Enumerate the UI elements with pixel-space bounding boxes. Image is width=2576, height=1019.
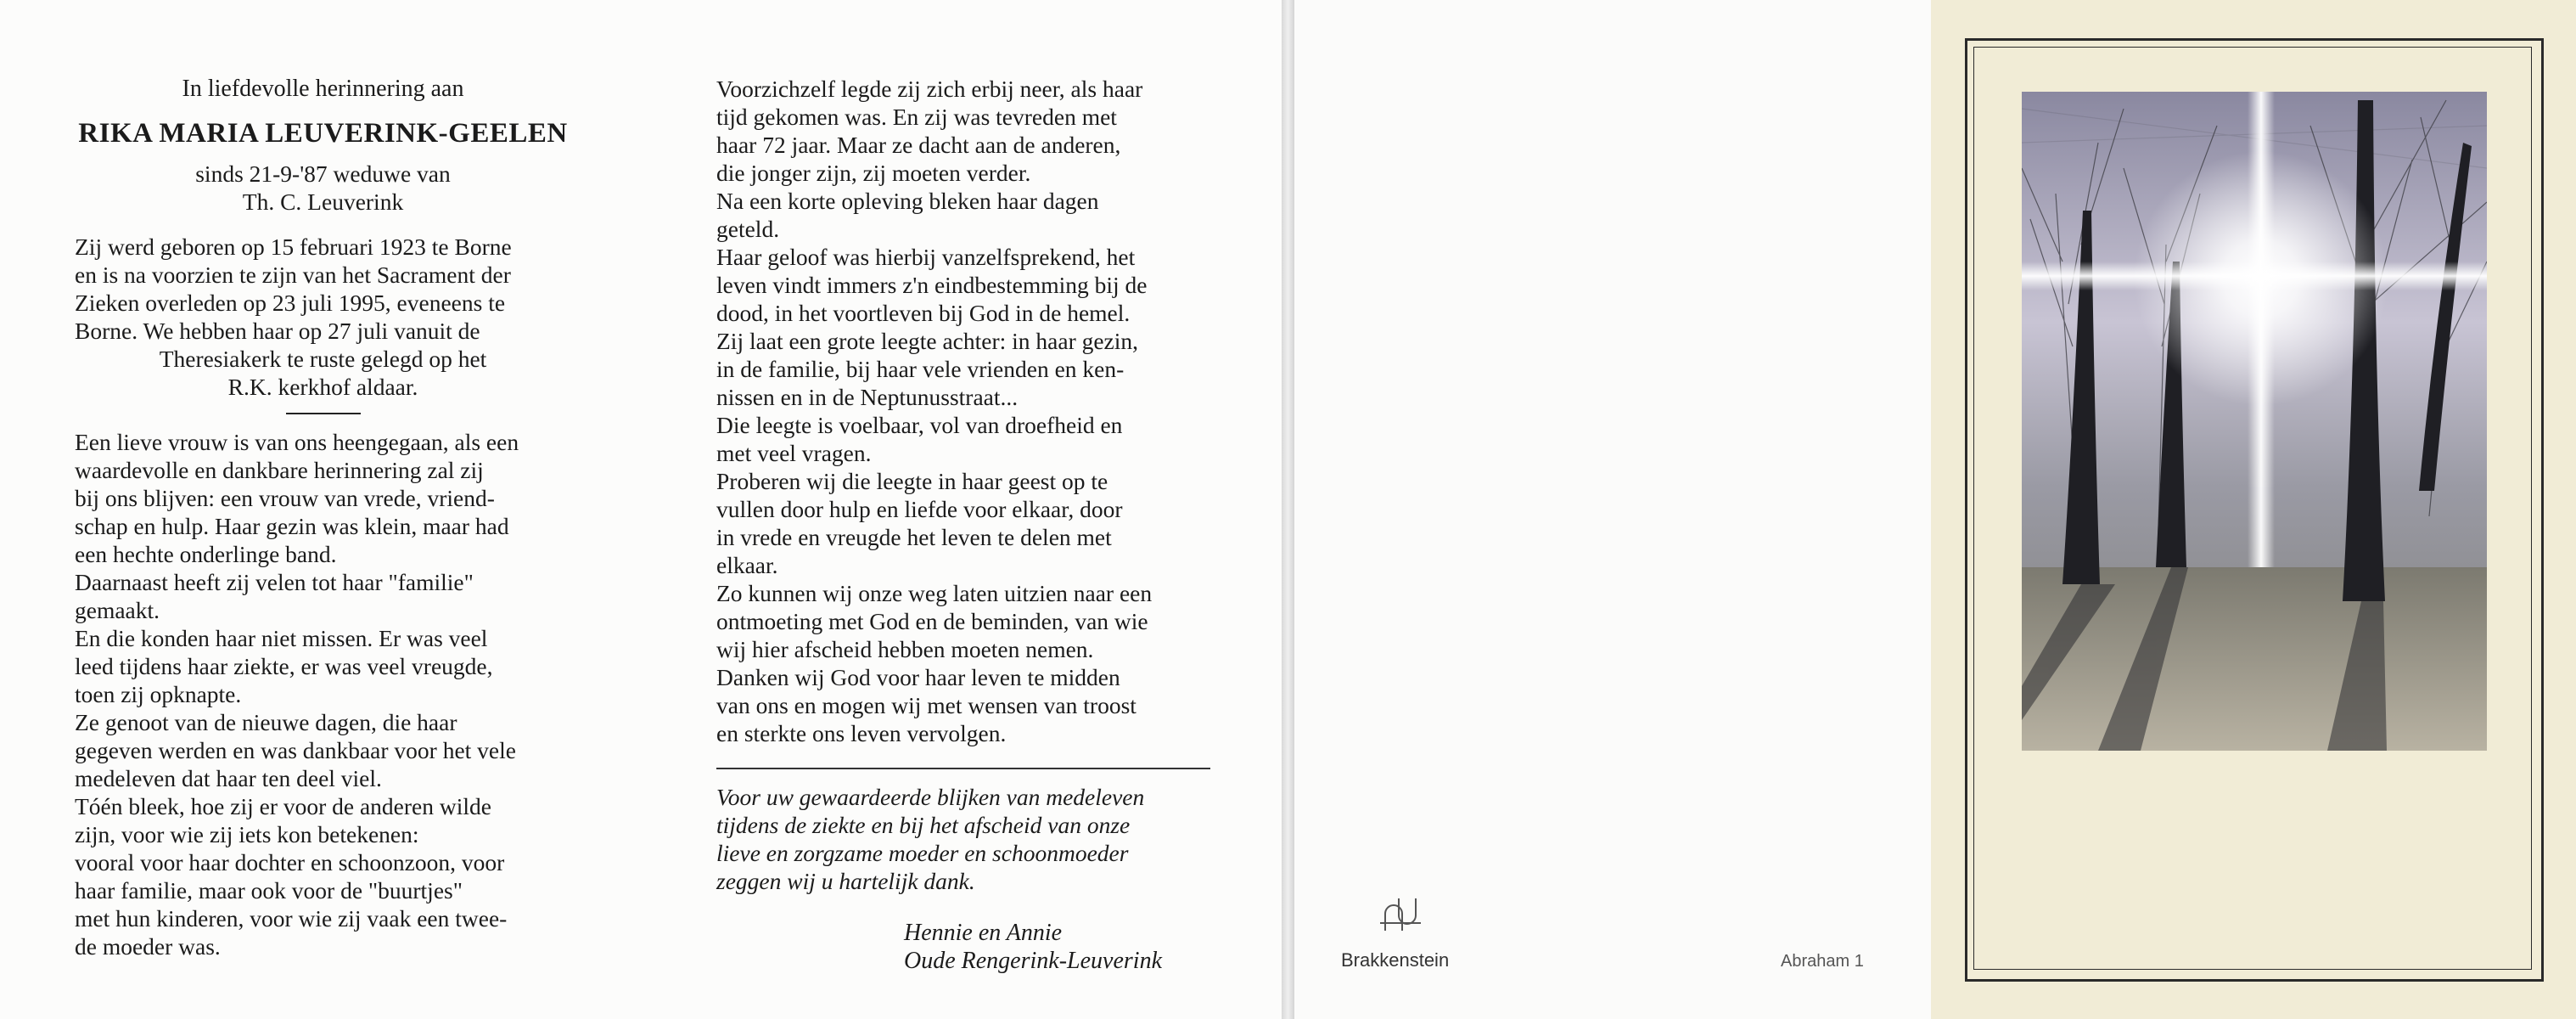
text-line: wij hier afscheid hebben moeten nemen.: [716, 636, 1094, 662]
birth-line: en is na voorzien te zijn van het Sacrament der: [75, 262, 511, 288]
section-divider: [286, 413, 361, 414]
text-line: Tóén bleek, hoe zij er voor de anderen wilde: [75, 793, 491, 819]
widow-info: [75, 160, 571, 216]
memorial-left-column: [75, 75, 571, 960]
thanks-line: zeggen wij u hartelijk dank.: [716, 868, 975, 894]
text-line: met veel vragen.: [716, 440, 872, 466]
text-line: gemaakt.: [75, 597, 160, 623]
text-line: Zij laat een grote leegte achter: in haar gezin,: [716, 328, 1139, 354]
text-line: Proberen wij die leegte in haar geest op te: [716, 468, 1108, 494]
signers: [904, 919, 1162, 975]
text-line: vullen door hulp en liefde voor elkaar, door: [716, 496, 1123, 522]
text-line: een hechte onderlinge band.: [75, 541, 337, 567]
publisher-name: Brakkenstein: [1341, 949, 1450, 971]
birth-line: Zij werd geboren op 15 februari 1923 te Borne: [75, 234, 512, 260]
text-line: Zo kunnen wij onze weg laten uitzien naar een: [716, 580, 1153, 606]
text-line: geteld.: [716, 216, 780, 242]
text-line: ontmoeting met God en de beminden, van wie: [716, 608, 1148, 634]
deceased-name: RIKA MARIA LEUVERINK-GEELEN: [78, 118, 568, 149]
text-line: Haar geloof was hierbij vanzelfsprekend, het: [716, 244, 1136, 270]
text-line: Een lieve vrouw is van ons heengegaan, als een: [75, 429, 519, 455]
tribute-text: [75, 428, 571, 960]
thanks-line: Voor uw gewaardeerde blijken van medeleven: [716, 784, 1145, 810]
text-line: en sterkte ons leven vervolgen.: [716, 720, 1007, 746]
signer-line: Oude Rengerink-Leuverink: [904, 948, 1162, 974]
intro-line: In liefdevolle herinnering aan: [182, 76, 464, 102]
text-line: van ons en mogen wij met wensen van troost: [716, 692, 1136, 718]
text-line: in de familie, bij haar vele vrienden en ken-: [716, 356, 1125, 382]
text-line: haar 72 jaar. Maar ze dacht aan de anderen,: [716, 132, 1121, 158]
text-line: nissen en in de Neptunusstraat...: [716, 384, 1019, 410]
text-line: En die konden haar niet missen. Er was veel: [75, 625, 488, 651]
thanks-line: tijdens de ziekte en bij het afscheid van onze: [716, 812, 1131, 838]
brakkenstein-logo-icon: [1377, 888, 1424, 945]
thanks-paragraph: [716, 783, 1210, 895]
text-line: gegeven werden en was dankbaar voor het vele: [75, 737, 516, 763]
text-line: tijd gekomen was. En zij was tevreden met: [716, 104, 1117, 130]
reflection-text: [716, 75, 1210, 747]
text-line: dood, in het voortleven bij God in de hemel.: [716, 300, 1131, 326]
burial-line: Theresiakerk te ruste gelegd op het: [159, 346, 487, 372]
text-line: de moeder was.: [75, 933, 221, 960]
widow-line-2: Th. C. Leuverink: [242, 189, 404, 215]
widow-line-1: sinds 21-9-'87 weduwe van: [195, 160, 451, 187]
text-line: vooral voor haar dochter en schoonzoon, voor: [75, 849, 505, 875]
memorial-right-column: [716, 75, 1210, 895]
text-line: die jonger zijn, zij moeten verder.: [716, 160, 1031, 186]
birth-line: Borne. We hebben haar op 27 juli vanuit de: [75, 318, 480, 344]
text-line: Danken wij God voor haar leven te midden: [716, 664, 1120, 690]
text-line: Die leegte is voelbaar, vol van droefheid en: [716, 412, 1123, 438]
trees-with-sunlight-cross-photo: [2022, 92, 2487, 751]
signer-line: Hennie en Annie: [904, 920, 1063, 946]
thanks-line: lieve en zorgzame moeder en schoonmoeder: [716, 840, 1129, 866]
birth-death-paragraph: [75, 233, 571, 401]
text-line: Na een korte opleving bleken haar dagen: [716, 188, 1099, 214]
text-line: schap en hulp. Haar gezin was klein, maar had: [75, 513, 509, 539]
thanks-divider: [716, 768, 1210, 769]
text-line: Daarnaast heeft zij velen tot haar "familie": [75, 569, 474, 595]
text-line: leed tijdens haar ziekte, er was veel vreugde,: [75, 653, 493, 679]
text-line: haar familie, maar ook voor de "buurtjes": [75, 877, 463, 904]
text-line: zijn, voor wie zij iets kon betekenen:: [75, 821, 419, 847]
text-line: Ze genoot van de nieuwe dagen, die haar: [75, 709, 457, 735]
text-line: met hun kinderen, voor wie zij vaak een twee-: [75, 905, 508, 932]
text-line: Voorzichzelf legde zij zich erbij neer, als haar: [716, 76, 1143, 102]
card-fold: [1282, 0, 1294, 1019]
text-line: waardevolle en dankbare herinnering zal zij: [75, 457, 484, 483]
burial-line: R.K. kerkhof aldaar.: [227, 374, 418, 400]
card-model: Abraham 1: [1781, 952, 1864, 971]
birth-line: Zieken overleden op 23 juli 1995, eveneens te: [75, 290, 506, 316]
text-line: medeleven dat haar ten deel viel.: [75, 765, 382, 791]
back-panel: [1294, 0, 1931, 1019]
text-line: bij ons blijven: een vrouw van vrede, vriend-: [75, 485, 495, 511]
text-line: leven vindt immers z'n eindbestemming bij de: [716, 272, 1148, 298]
text-line: in vrede en vreugde het leven te delen met: [716, 524, 1112, 550]
text-line: elkaar.: [716, 552, 778, 578]
text-line: toen zij opknapte.: [75, 681, 242, 707]
